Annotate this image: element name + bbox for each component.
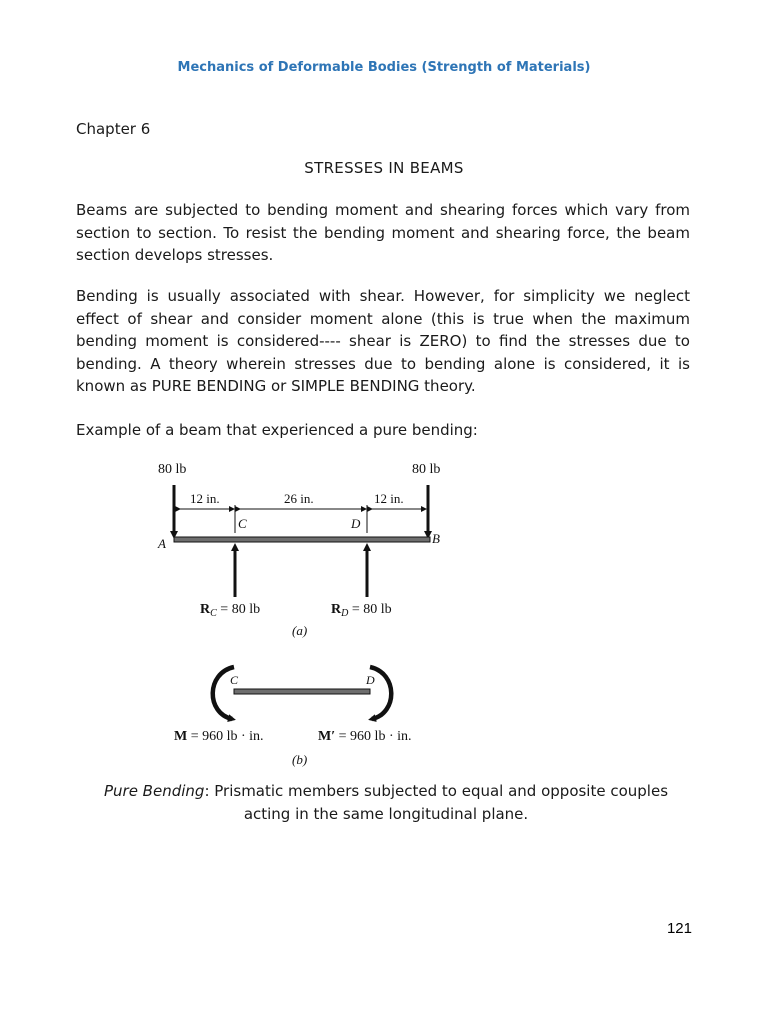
figure-part-a xyxy=(157,462,440,638)
segment-point-d-label: D xyxy=(366,673,375,687)
figure-caption xyxy=(96,780,676,826)
section-title: STRESSES IN BEAMS xyxy=(304,159,464,177)
point-c-label: C xyxy=(238,516,247,531)
reaction-d-label: $R_D = 80$ lb xyxy=(331,602,392,619)
figure-b-label: (b) xyxy=(292,752,308,767)
chapter-label: Chapter 6 xyxy=(76,120,151,138)
caption-term: Pure Bending xyxy=(103,782,205,800)
running-header: Mechanics of Deformable Bodies (Strength of Materials) xyxy=(177,60,591,75)
point-b-label: B xyxy=(432,531,440,546)
moment-right-label: M′ = 960 lb · in. xyxy=(318,729,412,744)
moment-left-label: M = 960 lb · in. xyxy=(174,729,264,744)
figure-part-b xyxy=(174,667,412,767)
beam-bar xyxy=(174,537,430,542)
segment-bar xyxy=(234,689,370,694)
segment-point-c-label: C xyxy=(230,673,239,687)
dim-left-label: 12 in. xyxy=(190,491,220,506)
beam-figure xyxy=(150,455,450,775)
paragraph-intro: Beams are subjected to bending moment and shearing forces which vary from section to section. To resist the bending moment and shearing force, the beam section develops stresses. xyxy=(76,201,690,264)
load-right-label: 80 lb xyxy=(412,462,441,477)
figure-a-label: (a) xyxy=(292,623,308,638)
dim-right-label: 12 in. xyxy=(374,491,404,506)
paragraph-example: Example of a beam that experienced a pure bending: xyxy=(76,421,478,439)
point-d-label: D xyxy=(351,516,361,531)
caption-text: : Prismatic members subjected to equal and opposite couples acting in the same longitudinal plane. xyxy=(204,782,669,823)
dim-middle-label: 26 in. xyxy=(284,491,314,506)
load-left-label: 80 lb xyxy=(158,462,187,477)
reaction-c-label: $R_C = 80$ lb xyxy=(200,602,261,619)
paragraph-bending: Bending is usually associated with shear. However, for simplicity we neglect effect of shear and consider moment alone (this is true when the maximum bending moment is considered---- shear is ZERO) to find the stresses due to bending. A theory wherein stresses due to bending alone is considered, it is known as PURE BENDING or SIMPLE BENDING theory. xyxy=(76,287,690,395)
page-number: 121 xyxy=(666,920,692,937)
point-a-label: A xyxy=(158,536,166,551)
